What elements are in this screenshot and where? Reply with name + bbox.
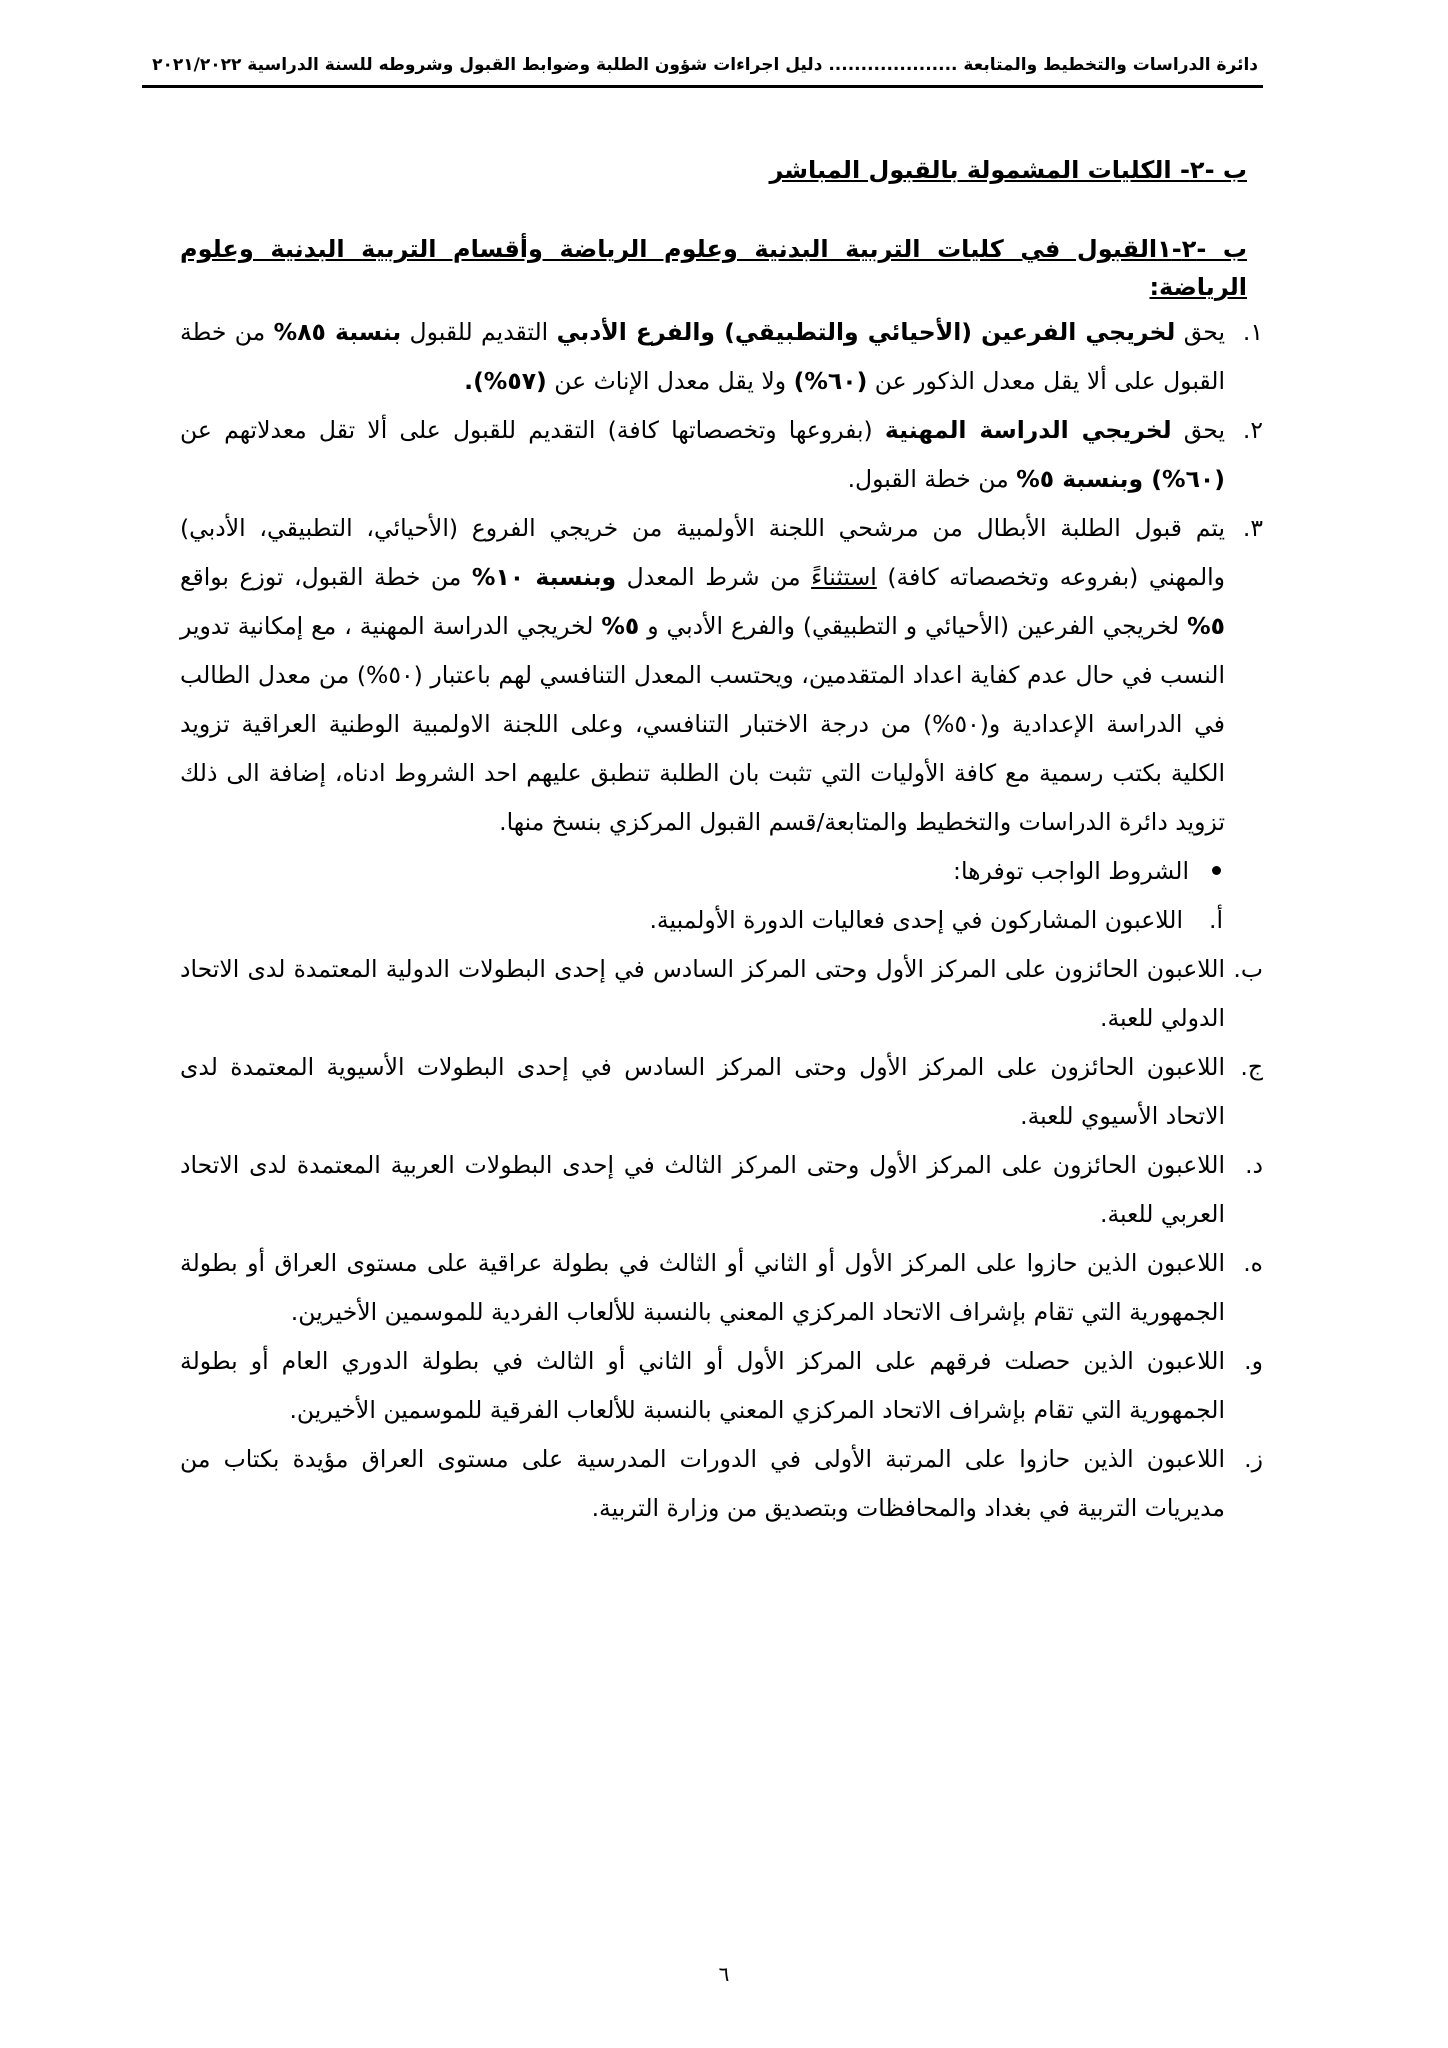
- condition-letter: ب.: [1233, 955, 1263, 983]
- item-bold-text: ٥%: [1187, 612, 1225, 640]
- condition-text: اللاعبون الحائزون على المركز الأول وحتى المركز السادس في إحدى البطولات الأسيوية المعتمدة لدى الاتحاد الأسيوي للعبة.: [180, 1053, 1225, 1130]
- item-number: ٣.: [1242, 514, 1263, 542]
- condition-item: [180, 1043, 1263, 1141]
- item-number: ٢.: [1242, 416, 1263, 444]
- condition-letter: ز.: [1244, 1445, 1263, 1473]
- item-text: يحق: [1175, 318, 1225, 346]
- condition-letter: ج.: [1240, 1053, 1263, 1081]
- item-text: من خطة القبول، توزع بواقع: [180, 563, 472, 591]
- item-underlined-text: استثناءً: [811, 563, 877, 591]
- conditions-heading: [180, 847, 1263, 896]
- condition-text: اللاعبون الحائزون على المركز الأول وحتى المركز الثالث في إحدى البطولات العربية المعتمدة لدى الاتحاد العربي للعبة.: [180, 1151, 1225, 1228]
- item-bold-text: (٦٠%): [793, 367, 868, 395]
- condition-item: [180, 896, 1263, 945]
- item-text: يحق: [1171, 416, 1226, 444]
- item-bold-text: بنسبة ٨٥%: [273, 318, 402, 346]
- item-bold-text: لخريجي الفرعين (الأحيائي والتطبيقي) والفرع الأدبي: [556, 318, 1176, 346]
- condition-text: اللاعبون الحائزون على المركز الأول وحتى المركز السادس في إحدى البطولات الدولية المعتمدة لدى الاتحاد الدولي للعبة.: [180, 955, 1225, 1032]
- condition-text: اللاعبون الذين حازوا على المركز الأول أو الثاني أو الثالث في بطولة عراقية على مستوى العراق أو بطولة الجمهورية التي تقام بإشراف الاتحاد المركزي المعني بالنسبة للألعاب الفردية للموسمين الأخيرين.: [180, 1249, 1225, 1326]
- condition-letter: د.: [1245, 1151, 1263, 1179]
- item-text: التقديم للقبول: [401, 318, 557, 346]
- condition-item: [180, 945, 1263, 1043]
- condition-letter: ه.: [1243, 1249, 1263, 1277]
- page-number: ٦: [718, 1962, 730, 1986]
- condition-letter: و.: [1244, 1347, 1263, 1375]
- condition-text: اللاعبون الذين حصلت فرقهم على المركز الأول أو الثاني أو الثالث في بطولة الدوري العام أو بطولة الجمهورية التي تقام بإشراف الاتحاد المركزي المعني بالنسبة للألعاب الفرقية للموسمين الأخيرين.: [180, 1347, 1225, 1424]
- item-text: من خطة القبول.: [847, 465, 1017, 493]
- item-bold-text: لخريجي الدراسة المهنية: [884, 416, 1172, 444]
- conditions-label: الشروط الواجب توفرها:: [953, 857, 1189, 885]
- condition-item: [180, 1337, 1263, 1435]
- item-text: ولا يقل معدل الإناث عن: [546, 367, 794, 395]
- item-bold-text: (٥٧%).: [464, 367, 547, 395]
- running-header: دائرة الدراسات والتخطيط والمتابعة .................... دليل اجراءات شؤون الطلبة وضوابط القبول وشروطه للسنة الدراسية ٢٠٢١/٢٠٢٢: [152, 55, 1258, 75]
- item-text: لخريجي الفرعين (الأحيائي و التطبيقي) والفرع الأدبي و: [639, 612, 1188, 640]
- item-text: لخريجي الدراسة المهنية ، مع إمكانية تدوير النسب في حال عدم كفاية اعداد المتقدمين، ويحتسب المعدل التنافسي لهم باعتبار (٥٠%) من معدل الطالب في الدراسة الإعدادية و(٥٠%) من درجة الاختبار التنافسي، وعلى اللجنة الاولمبية الوطنية العراقية تزويد الكلية بكتب رسمية مع كافة الأوليات التي تثبت بان الطلبة تنطبق عليهم احد الشروط ادناه، إضافة الى ذلك تزويد دائرة الدراسات والتخطيط والمتابعة/قسم القبول المركزي بنسخ منها.: [180, 612, 1225, 836]
- condition-text: اللاعبون المشاركون في إحدى فعاليات الدورة الأولمبية.: [649, 906, 1183, 934]
- item-number: ١.: [1242, 318, 1263, 346]
- item-bold-text: وبنسبة ١٠%: [471, 563, 617, 591]
- condition-item: [180, 1239, 1263, 1337]
- item-text: من شرط المعدل: [616, 563, 812, 591]
- condition-item: [180, 1435, 1263, 1533]
- numbered-item-3: [180, 504, 1263, 847]
- item-bold-text: ٥%: [601, 612, 640, 640]
- bullet-icon: [1212, 866, 1221, 875]
- item-bold-text: (٦٠%) وبنسبة ٥%: [1016, 465, 1225, 493]
- item-text: من خطة القبول على ألا يقل معدل الذكور عن: [180, 318, 1225, 395]
- section-title: ب -٢- الكليات المشمولة بالقبول المباشر: [769, 156, 1247, 184]
- header-rule: [142, 85, 1263, 88]
- condition-text: اللاعبون الذين حازوا على المرتبة الأولى في الدورات المدرسية على مستوى العراق مؤيدة بكتاب من مديريات التربية في بغداد والمحافظات وبتصديق من وزارة التربية.: [180, 1445, 1225, 1522]
- condition-letter: أ.: [1209, 906, 1223, 934]
- page-content: [180, 150, 1263, 1533]
- numbered-item-2: [180, 406, 1263, 504]
- condition-item: [180, 1141, 1263, 1239]
- subsection-title: ب -٢-١القبول في كليات التربية البدنية وعلوم الرياضة وأقسام التربية البدنية وعلوم الرياضة:: [180, 235, 1247, 301]
- numbered-item-1: [180, 308, 1263, 406]
- item-text: (بفروعها وتخصصاتها كافة) التقديم للقبول على ألا تقل معدلاتهم عن: [180, 416, 885, 444]
- item-text: يتم قبول الطلبة الأبطال من مرشحي اللجنة الأولمبية من خريجي الفروع (الأحيائي، التطبيقي، الأدبي) والمهني (بفروعه وتخصصاته كافة): [180, 514, 1225, 591]
